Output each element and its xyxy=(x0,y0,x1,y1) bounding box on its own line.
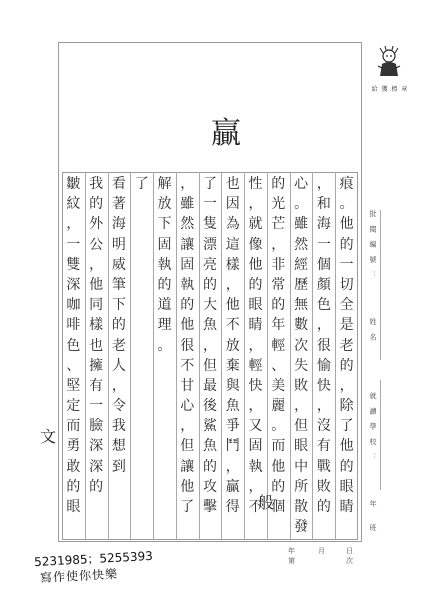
essay-character: 道 xyxy=(157,297,172,314)
essay-character: 雙 xyxy=(66,256,81,273)
essay-character: ， xyxy=(316,317,331,334)
essay-character: 甘 xyxy=(180,377,195,394)
essay-character: 切 xyxy=(339,276,354,293)
essay-column xyxy=(336,174,358,517)
essay-character: 老 xyxy=(339,337,354,354)
essay-character: 一 xyxy=(66,236,81,253)
essay-character: 著 xyxy=(111,196,126,213)
essay-character: 有 xyxy=(316,438,331,455)
essay-character: 常 xyxy=(271,276,286,293)
essay-character: 勇 xyxy=(66,438,81,455)
essay-character: 解 xyxy=(157,176,172,192)
essay-character: 固 xyxy=(180,256,195,273)
essay-character: 輕 xyxy=(248,357,263,374)
essay-character: 執 xyxy=(180,276,195,293)
essay-character: 但 xyxy=(180,438,195,455)
essay-character: 他 xyxy=(225,297,240,314)
essay-column xyxy=(222,174,244,517)
essay-character: 深 xyxy=(66,276,81,293)
essay-character: 棄 xyxy=(225,357,240,374)
essay-character: 堅 xyxy=(66,377,81,394)
essay-character: ， xyxy=(316,176,331,192)
essay-character: 色 xyxy=(316,297,331,314)
essay-character: 次 xyxy=(294,337,309,354)
essay-character: 的 xyxy=(339,458,354,475)
essay-character: 人 xyxy=(111,357,126,374)
essay-character: 芒 xyxy=(271,216,286,233)
essay-column xyxy=(199,174,221,517)
name-label: 姓 名 xyxy=(369,318,377,344)
essay-character: ， xyxy=(248,398,263,415)
essay-character: ， xyxy=(225,458,240,475)
date-month-label: 月 xyxy=(318,547,325,555)
essay-character: 擊 xyxy=(203,499,217,515)
essay-character: 眼 xyxy=(248,297,263,314)
essay-character: 沒 xyxy=(316,418,331,435)
essay-character: 雖 xyxy=(294,216,309,233)
essay-character: 。 xyxy=(271,418,286,435)
essay-character: 非 xyxy=(271,256,286,273)
essay-column xyxy=(108,174,130,477)
essay-character: 為 xyxy=(225,216,240,233)
essay-character: 鬥 xyxy=(225,438,240,455)
essay-character: 執 xyxy=(248,458,263,475)
essay-character: 、 xyxy=(66,357,81,374)
essay-character: 個 xyxy=(316,256,331,273)
essay-character: 的 xyxy=(66,478,81,495)
writing-grid xyxy=(62,172,358,540)
essay-character: 啡 xyxy=(66,317,81,334)
essay-character: 不 xyxy=(180,357,195,374)
essay-character: 我 xyxy=(111,418,126,435)
mascot-logo-icon xyxy=(372,46,406,80)
essay-character: 令 xyxy=(111,398,126,415)
essay-character: 的 xyxy=(339,236,354,253)
essay-character: 也 xyxy=(225,176,240,192)
essay-character: ， xyxy=(339,377,354,394)
essay-character: 的 xyxy=(203,458,217,475)
essay-character: 經 xyxy=(294,256,309,273)
essay-character: 他 xyxy=(271,458,286,475)
essay-character: 放 xyxy=(157,196,172,213)
essay-character: 漂 xyxy=(203,236,217,253)
essay-character: 一 xyxy=(89,398,104,415)
essay-character: 散 xyxy=(294,499,309,515)
essay-character: 眼 xyxy=(339,478,354,495)
essay-character: 隻 xyxy=(203,216,217,233)
essay-character: 的 xyxy=(271,297,286,314)
essay-character: 光 xyxy=(271,196,286,213)
essay-character: 敢 xyxy=(66,458,81,475)
essay-character: 老 xyxy=(111,337,126,354)
essay-character: 了 xyxy=(180,499,195,515)
essay-character: 大 xyxy=(203,297,217,314)
essay-character: 有 xyxy=(89,377,104,394)
essay-character: 的 xyxy=(339,357,354,374)
essay-character: 很 xyxy=(316,337,331,354)
essay-character: 的 xyxy=(316,499,331,515)
essay-character: ， xyxy=(248,478,263,495)
essay-character: 不 xyxy=(248,499,263,515)
essay-character: 固 xyxy=(157,236,172,253)
essay-character: 像 xyxy=(248,236,263,253)
essay-character: 也 xyxy=(89,337,104,354)
essay-column xyxy=(62,174,84,517)
essay-character: 睛 xyxy=(339,499,354,515)
essay-character: 色 xyxy=(66,337,81,354)
essay-character: 痕 xyxy=(339,176,354,192)
essay-character: ， xyxy=(294,398,309,415)
essay-character: 公 xyxy=(89,236,104,253)
essay-character: 而 xyxy=(66,418,81,435)
slogan: 寫作使你快樂 xyxy=(39,566,119,586)
date-day-label: 日 xyxy=(346,547,353,555)
essay-title: 贏 xyxy=(211,116,241,151)
essay-character: 下 xyxy=(111,297,126,314)
essay-character: 深 xyxy=(89,458,104,475)
essay-character: 亮 xyxy=(203,256,217,273)
essay-character: 贏 xyxy=(225,478,240,495)
essay-character: 雖 xyxy=(180,196,195,213)
essay-character: 敗 xyxy=(316,478,331,495)
essay-character: 咖 xyxy=(66,297,81,314)
essay-character: 這 xyxy=(225,236,240,253)
essay-character: 放 xyxy=(225,337,240,354)
essay-character: 下 xyxy=(157,216,172,233)
essay-character: 快 xyxy=(316,377,331,394)
essay-character: 他 xyxy=(180,317,195,334)
name-line xyxy=(380,300,381,360)
essay-character: 看 xyxy=(111,176,126,192)
essay-column xyxy=(313,174,335,517)
essay-character: 了 xyxy=(134,176,149,192)
essay-character: 想 xyxy=(111,438,126,455)
essay-character: 。 xyxy=(157,337,172,354)
essay-character: ， xyxy=(66,216,81,233)
essay-character: 魚 xyxy=(203,438,217,455)
essay-character: ， xyxy=(89,256,104,273)
essay-character: 的 xyxy=(157,276,172,293)
essay-character: 的 xyxy=(111,317,126,334)
essay-character: 的 xyxy=(89,196,104,213)
essay-character: 一 xyxy=(316,236,331,253)
essay-character: 了 xyxy=(203,176,217,192)
essay-character: 眼 xyxy=(294,438,309,455)
essay-character: 外 xyxy=(89,216,104,233)
essay-character: 擁 xyxy=(89,357,104,374)
essay-character: 了 xyxy=(339,418,354,435)
essay-column xyxy=(131,174,153,194)
essay-character: 皺 xyxy=(66,176,81,192)
essay-character: 年 xyxy=(271,317,286,334)
essay-character: 得 xyxy=(225,499,240,515)
essay-character: 麗 xyxy=(271,398,286,415)
essay-character: 讓 xyxy=(180,236,195,253)
left-margin-note: 文 xyxy=(40,427,57,446)
essay-character: 心 xyxy=(294,176,309,192)
reviewer-line xyxy=(380,210,381,300)
essay-character: 然 xyxy=(294,236,309,253)
essay-character: 理 xyxy=(157,317,172,334)
essay-character: 很 xyxy=(180,337,195,354)
essay-character: 就 xyxy=(248,216,263,233)
page-prefix-label: 第 xyxy=(288,557,295,565)
stamp-label: 給 獲 標 章 xyxy=(371,86,409,93)
school-label: 就 讀 學 校 ： xyxy=(369,392,377,463)
grid-column-divider xyxy=(130,172,131,540)
essay-column xyxy=(290,174,312,537)
essay-column xyxy=(153,174,175,356)
essay-column xyxy=(267,174,289,517)
grade-label: 年 xyxy=(369,500,377,510)
essay-character: 的 xyxy=(89,478,104,495)
essay-character: 筆 xyxy=(111,276,126,293)
times-label: 次 xyxy=(346,557,353,565)
essay-character: 發 xyxy=(294,519,309,536)
essay-character: ， xyxy=(316,398,331,415)
essay-character: 、 xyxy=(271,357,286,374)
essay-character: 海 xyxy=(111,216,126,233)
serial-numbers: 5231985；5255393 xyxy=(33,548,154,570)
essay-character: 讓 xyxy=(180,458,195,475)
essay-character: 一 xyxy=(339,256,354,273)
essay-character: 執 xyxy=(157,256,172,273)
essay-character: 個 xyxy=(271,499,286,515)
essay-character: 深 xyxy=(89,438,104,455)
class-label: 班 xyxy=(369,524,377,534)
essay-character: 然 xyxy=(180,216,195,233)
essay-character: 是 xyxy=(339,317,354,334)
essay-character: 睛 xyxy=(248,317,263,334)
essay-column xyxy=(176,174,198,517)
essay-character: 眼 xyxy=(66,499,81,515)
essay-character: 因 xyxy=(225,196,240,213)
essay-character: 但 xyxy=(203,357,217,374)
essay-character: 敗 xyxy=(294,377,309,394)
essay-character: 輕 xyxy=(271,337,286,354)
essay-character: 除 xyxy=(339,398,354,415)
essay-character: 。 xyxy=(339,196,354,213)
essay-character: 樣 xyxy=(89,317,104,334)
essay-character: 歷 xyxy=(294,276,309,293)
essay-character: ， xyxy=(180,176,195,192)
essay-character: 定 xyxy=(66,398,81,415)
essay-character: 他 xyxy=(180,478,195,495)
essay-character: 全 xyxy=(339,297,354,314)
essay-character: 魚 xyxy=(225,398,240,415)
essay-character: 快 xyxy=(248,377,263,394)
essay-character: 海 xyxy=(316,216,331,233)
essay-column xyxy=(245,174,267,517)
essay-character: ， xyxy=(248,337,263,354)
essay-character: 的 xyxy=(203,276,217,293)
essay-character: 戰 xyxy=(316,458,331,475)
essay-character: 紋 xyxy=(66,196,81,213)
essay-character: 同 xyxy=(89,297,104,314)
essay-character: 明 xyxy=(111,236,126,253)
essay-character: ， xyxy=(203,337,217,354)
essay-character: 鯊 xyxy=(203,418,217,435)
essay-character: ， xyxy=(225,276,240,293)
essay-character: 但 xyxy=(294,418,309,435)
essay-character: 不 xyxy=(225,317,240,334)
essay-character: 而 xyxy=(271,438,286,455)
date-year-label: 年 xyxy=(288,547,295,555)
essay-character: 的 xyxy=(271,176,286,192)
essay-character: 性 xyxy=(248,176,263,192)
essay-character: 無 xyxy=(294,297,309,314)
essay-character: ， xyxy=(180,418,195,435)
essay-character: 魚 xyxy=(203,317,217,334)
essay-character: 一 xyxy=(203,196,217,213)
essay-character: 攻 xyxy=(203,478,217,495)
essay-character: 中 xyxy=(294,458,309,475)
essay-character: 所 xyxy=(294,478,309,495)
essay-character: 失 xyxy=(294,357,309,374)
essay-character: 固 xyxy=(248,438,263,455)
essay-character: ， xyxy=(111,377,126,394)
essay-character: 又 xyxy=(248,418,263,435)
essay-character: 的 xyxy=(271,478,286,495)
essay-character: 威 xyxy=(111,256,126,273)
essay-column xyxy=(85,174,107,497)
essay-character: 的 xyxy=(180,297,195,314)
essay-character: 與 xyxy=(225,377,240,394)
essay-character: 樣 xyxy=(225,256,240,273)
essay-character: 我 xyxy=(89,176,104,192)
school-line xyxy=(380,380,381,490)
essay-character: 到 xyxy=(111,458,126,475)
right-margin-note: 般 xyxy=(258,493,275,512)
essay-character: 美 xyxy=(271,377,286,394)
essay-character: 和 xyxy=(316,196,331,213)
essay-character: 他 xyxy=(248,256,263,273)
essay-character: 顏 xyxy=(316,276,331,293)
essay-character: 他 xyxy=(339,438,354,455)
essay-character: 數 xyxy=(294,317,309,334)
essay-character: 他 xyxy=(339,216,354,233)
essay-character: 後 xyxy=(203,398,217,415)
essay-character: 他 xyxy=(89,276,104,293)
essay-character: 愉 xyxy=(316,357,331,374)
essay-character: 的 xyxy=(248,276,263,293)
essay-character: 臉 xyxy=(89,418,104,435)
essay-character: 爭 xyxy=(225,418,240,435)
essay-character: 最 xyxy=(203,377,217,394)
essay-character: 。 xyxy=(294,196,309,213)
essay-character: ， xyxy=(248,196,263,213)
essay-character: 心 xyxy=(180,398,195,415)
reviewer-number-label: 批 閱 編 號 ： xyxy=(369,210,377,281)
essay-character: ， xyxy=(271,236,286,253)
